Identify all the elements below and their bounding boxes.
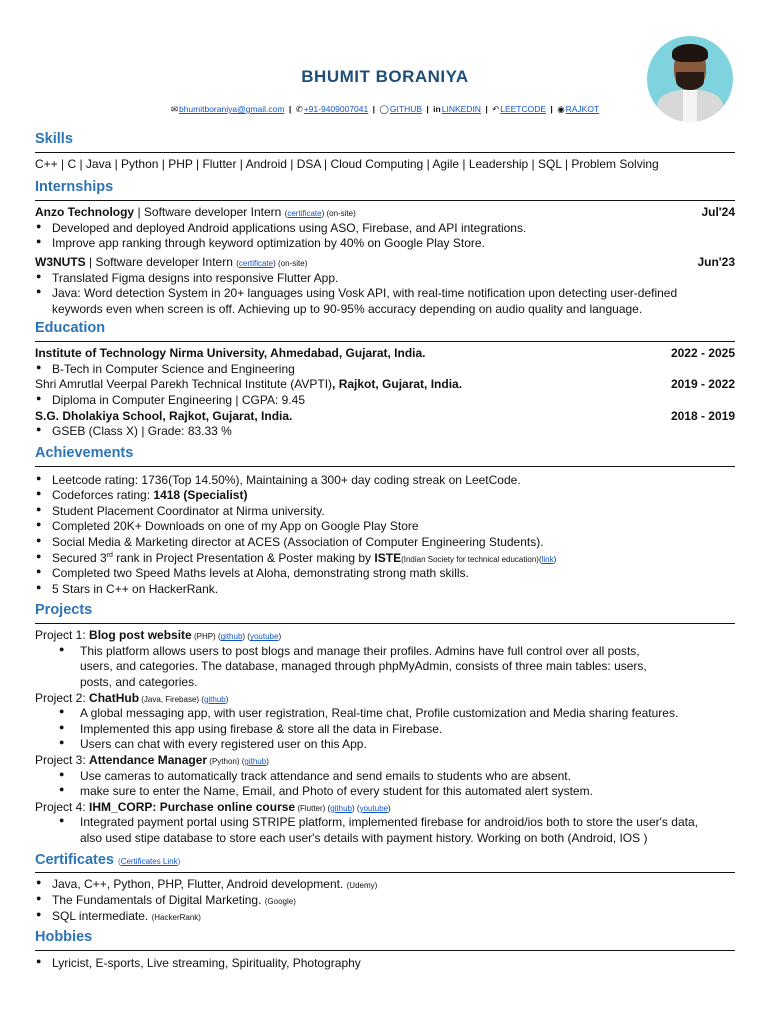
project-header: Project 2: ChatHub (Java, Firebase) (github): [35, 690, 229, 705]
separator: |: [485, 104, 488, 114]
institute-name: Shri Amrutlal Veerpal Parekh Technical Institute (AVPTI): [35, 377, 333, 392]
leetcode-link[interactable]: LEETCODE: [500, 104, 547, 114]
list-item: ● Users can chat with every registered user on this App.: [35, 737, 735, 753]
certificates-list: [35, 877, 735, 924]
list-item: ● 5 Stars in C++ on HackerRank.: [35, 582, 735, 598]
section-title-projects: Projects: [35, 602, 93, 619]
internship-date: Jul'24: [701, 205, 735, 220]
education-date: 2022 - 2025: [670, 346, 735, 361]
list-item: ● Translated Figma designs into responsive Flutter App.: [35, 271, 735, 287]
project-header: Project 1: Blog post website (PHP) (github) (youtube): [35, 628, 282, 643]
section-title-skills: Skills: [35, 131, 73, 147]
email-link[interactable]: bhumitboraniya@gmail.com: [178, 104, 285, 114]
project-header: Project 4: IHM_CORP: Purchase online course (Flutter) (github) (youtube): [35, 799, 391, 814]
project-bullets: [35, 706, 735, 753]
company-name: Anzo Technology: [35, 205, 135, 220]
intern-role: | Software developer Intern: [134, 205, 285, 220]
separator: |: [550, 104, 553, 114]
list-item: ● SQL intermediate. (HackerRank): [35, 909, 735, 925]
company-name: W3NUTS: [35, 255, 86, 270]
iste-link[interactable]: link: [541, 554, 554, 564]
certificates-link[interactable]: Certificates Link: [120, 856, 178, 866]
candidate-name: BHUMIT BORANIYA: [301, 67, 469, 86]
youtube-link[interactable]: youtube: [249, 632, 279, 642]
list-item: ● Implemented this app using firebase & store all the data in Firebase.: [35, 722, 735, 738]
education-row: [35, 346, 735, 362]
certificate-link[interactable]: certificate: [287, 209, 322, 219]
project-name: Attendance Manager: [89, 753, 208, 768]
education-row: [35, 377, 735, 393]
certificate-link[interactable]: certificate: [238, 259, 274, 269]
list-item: ● Student Placement Coordinator at Nirma university.: [35, 504, 735, 520]
section-divider: [35, 200, 735, 201]
youtube-link[interactable]: youtube: [359, 803, 389, 813]
list-item: ● Java: Word detection System in 20+ languages using Vosk API, with real-time notification upon detecting user-defined: [35, 286, 735, 302]
resume-header: [35, 0, 735, 128]
separator: |: [288, 104, 292, 114]
github-link[interactable]: GITHUB: [389, 104, 423, 114]
github-link[interactable]: github: [244, 757, 267, 767]
list-item: ● The Fundamentals of Digital Marketing. (Google): [35, 893, 735, 909]
email-icon: ✉: [170, 104, 178, 114]
list-item: ● Developed and deployed Android applications using ASO, Firebase, and API integrations.: [35, 221, 735, 237]
section-divider: [35, 623, 735, 624]
education-detail: ● B-Tech in Computer Science and Engineering: [35, 362, 735, 378]
list-item: ● Java, C++, Python, PHP, Flutter, Android development. (Udemy): [35, 877, 735, 893]
list-item: ● Completed two Speed Maths levels at Aloha, demonstrating strong math skills.: [35, 566, 735, 582]
github-link[interactable]: github: [203, 694, 226, 704]
project-header: Project 3: Attendance Manager (Python) (github): [35, 753, 269, 768]
linkedin-link[interactable]: LINKEDIN: [441, 104, 481, 114]
work-mode: (on-site): [275, 259, 308, 269]
list-item: ● A global messaging app, with user registration, Real-time chat, Profile customization and Media sharing features.: [35, 706, 735, 722]
project-bullets: [35, 644, 735, 691]
section-title-hobbies: Hobbies: [35, 929, 93, 946]
list-item: users, and categories. The database, managed through phpMyAdmin, consists of three main tables: users,: [80, 659, 647, 674]
institute-location: , Rajkot, Gujarat, India.: [332, 377, 463, 392]
list-item: ● Codeforces rating: 1418 (Specialist): [35, 488, 735, 504]
location-pin-icon: ◉: [557, 104, 565, 114]
section-divider: [35, 466, 735, 467]
section-title-certificates: Certificates (Certificates Link): [35, 851, 181, 868]
list-item: ● make sure to enter the Name, Email, and Photo of every student for this automated alert system.: [35, 784, 735, 800]
education-date: 2019 - 2022: [670, 377, 735, 392]
section-title-achievements: Achievements: [35, 444, 134, 461]
intern-role: | Software developer Intern: [85, 255, 237, 270]
github-icon: ◯: [379, 104, 389, 114]
separator: |: [372, 104, 376, 114]
internship-bullets: [35, 221, 735, 252]
list-item: also used stipe database to store each user's details with payment history. Working on both (Android, IOS ): [80, 831, 648, 845]
work-mode: (on-site): [324, 209, 356, 219]
profile-photo: [647, 36, 733, 122]
list-item: ● Improve app ranking through keyword optimization by 40% on Google Play Store.: [35, 236, 735, 252]
section-title-education: Education: [35, 320, 106, 337]
list-item: ● Secured 3rd rank in Project Presentation & Poster making by ISTE(Indian Society for technical education)(link): [35, 551, 735, 567]
section-divider: [35, 152, 735, 153]
section-title-internships: Internships: [35, 179, 114, 196]
list-item: ● Integrated payment portal using STRIPE platform, implemented firebase for android/ios both to store the user's data,: [35, 815, 735, 831]
linkedin-icon: in: [433, 104, 441, 114]
project-bullets: [35, 769, 735, 800]
education-date: 2018 - 2019: [670, 408, 735, 423]
internship-header: Anzo Technology | Software developer Intern (certificate) (on-site) Jul'24: [35, 205, 735, 220]
institute-name: Institute of Technology Nirma University, Ahmedabad, Gujarat, India.: [35, 346, 426, 361]
list-item: keywords even when screen is off. Achieving up to 90-95% accuracy depending on audio quality and language.: [52, 301, 643, 316]
project-name: ChatHub: [89, 690, 140, 705]
education-row: [35, 409, 735, 425]
institute-name: S.G. Dholakiya School, Rajkot, Gujarat, India.: [35, 408, 293, 423]
section-divider: [35, 872, 735, 873]
phone-link[interactable]: +91-9409007041: [303, 104, 369, 114]
project-name: IHM_CORP: Purchase online course: [89, 799, 296, 814]
internship-header: W3NUTS | Software developer Intern (certificate) (on-site) Jun'23: [35, 255, 735, 270]
location-link[interactable]: RAJKOT: [565, 104, 600, 114]
contact-bar: [35, 104, 735, 115]
list-item: ● This platform allows users to post blogs and manage their profiles. Admins have full control over all posts,: [35, 644, 735, 660]
internship-bullets: [35, 271, 735, 318]
achievements-list: [35, 473, 735, 598]
list-item: ● Completed 20K+ Downloads on one of my App on Google Play Store: [35, 519, 735, 535]
separator: |: [426, 104, 429, 114]
project-bullets: [35, 815, 735, 846]
hobbies-list: ● Lyricist, E-sports, Live streaming, Spirituality, Photography: [35, 956, 735, 972]
list-item: ● Social Media & Marketing director at ACES (Association of Computer Engineering Students).: [35, 535, 735, 551]
skills-list: C++ | C | Java | Python | PHP | Flutter | Android | DSA | Cloud Computing | Agile | Leadership | SQL | Problem Solving: [35, 156, 659, 171]
project-name: Blog post website: [89, 628, 192, 643]
education-detail: ● Diploma in Computer Engineering | CGPA: 9.45: [35, 393, 735, 409]
github-link[interactable]: github: [330, 803, 352, 813]
internship-date: Jun'23: [697, 255, 735, 270]
list-item: posts, and categories.: [80, 675, 198, 690]
section-divider: [35, 341, 735, 342]
section-divider: [35, 950, 735, 951]
leetcode-icon: ↶: [492, 104, 500, 114]
phone-icon: ✆: [295, 104, 303, 114]
list-item: ● Leetcode rating: 1736(Top 14.50%), Maintaining a 300+ day coding streak on LeetCode.: [35, 473, 735, 489]
education-detail: ● GSEB (Class X) | Grade: 83.33 %: [35, 424, 735, 440]
list-item: ● Use cameras to automatically track attendance and send emails to students who are absent.: [35, 769, 735, 785]
github-link[interactable]: github: [220, 632, 243, 642]
